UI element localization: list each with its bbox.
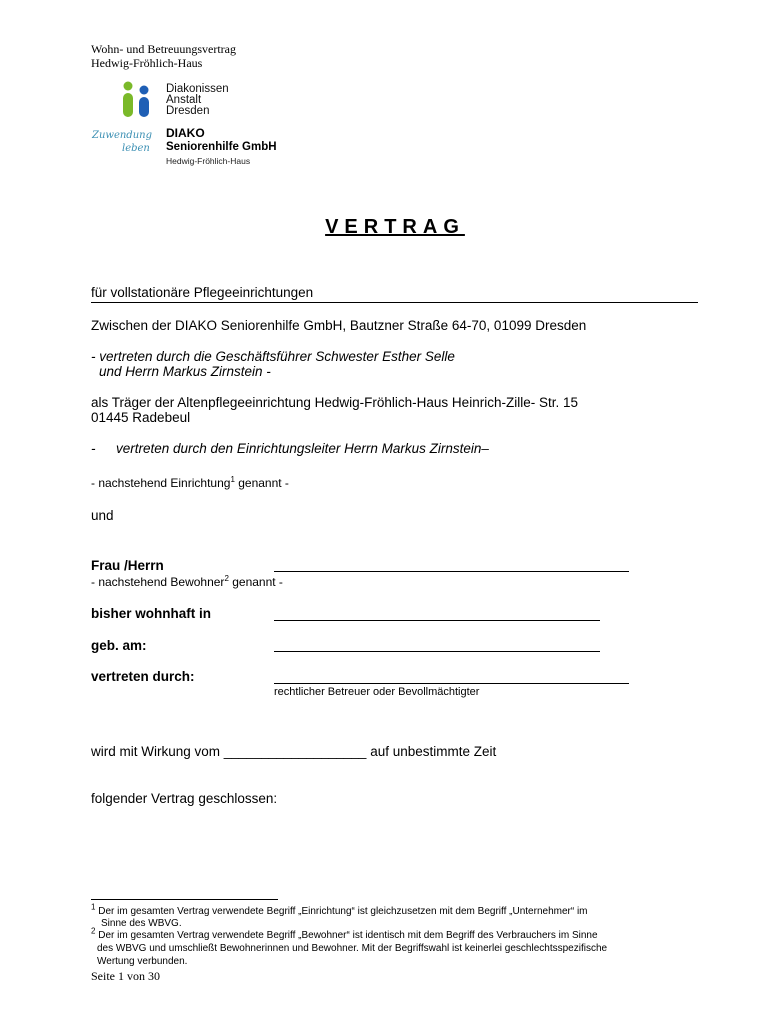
subtitle-rule: [91, 302, 698, 303]
vertreten-input-line[interactable]: [274, 683, 629, 684]
logo1-line-1: Diakonissen: [166, 83, 229, 95]
logo2-script-1: Zuwendung: [92, 130, 152, 141]
document-subtitle: für vollstationäre Pflegeeinrichtungen: [91, 285, 314, 300]
frau-herrn-label: Frau /Herrn: [91, 558, 164, 573]
und-text: und: [91, 508, 114, 523]
party1-named: - nachstehend Einrichtung$^1$ genannt -: [91, 475, 289, 490]
logo1-line-3: Dresden: [166, 105, 210, 117]
footnote-1-line-2: Sinne des WBVG.: [101, 918, 182, 929]
page-number: Seite 1 von 30: [91, 969, 160, 983]
logo1-line-2: Anstalt: [166, 94, 202, 106]
party1-rep-2: und Herrn Markus Zirnstein -: [99, 364, 271, 379]
vertreten-caption: rechtlicher Betreuer oder Bevollmächtigter: [274, 686, 480, 698]
party1-traeger-1: als Träger der Altenpflegeeinrichtung Hedwig-Fröhlich-Haus Heinrich-Zille- Str. 15: [91, 395, 578, 410]
geb-label: geb. am:: [91, 638, 147, 653]
party1-leiter: vertreten durch den Einrichtungsleiter Herrn Markus Zirnstein–: [116, 441, 489, 456]
wirkung-text: wird mit Wirkung vom ___________________ auf unbestimmte Zeit: [91, 744, 497, 759]
frau-herrn-input-line[interactable]: [274, 571, 629, 572]
header-line-1: Wohn- und Betreuungsvertrag: [91, 42, 236, 56]
wohnhaft-label: bisher wohnhaft in: [91, 606, 211, 621]
party2-named: - nachstehend Bewohner$^2$ genannt -: [91, 574, 283, 589]
vertreten-label: vertreten durch:: [91, 669, 195, 684]
wirkung-date-blank[interactable]: ___________________: [223, 744, 367, 759]
header-line-2: Hedwig-Fröhlich-Haus: [91, 56, 203, 70]
geb-input-line[interactable]: [274, 651, 600, 652]
document-title: VERTRAG: [325, 216, 465, 238]
geschlossen-text: folgender Vertrag geschlossen:: [91, 791, 278, 806]
diakonissen-logo-icon: [120, 80, 160, 120]
party1-line: Zwischen der DIAKO Seniorenhilfe GmbH, Bautzner Straße 64-70, 01099 Dresden: [91, 318, 587, 333]
footnote-1: $^1$ Der im gesamten Vertrag verwendete Begriff „Einrichtung“ ist gleichzusetzen mit dem Begriff „Unternehmer“ im: [91, 902, 588, 917]
footnote-separator: [91, 899, 278, 900]
logo2-line-2: Seniorenhilfe GmbH: [166, 141, 277, 153]
footnote-2-line-3: Wertung verbunden.: [97, 956, 188, 967]
party1-leiter-dash: -: [91, 441, 96, 456]
party1-rep-1: - vertreten durch die Geschäftsführer Schwester Esther Selle: [91, 349, 455, 364]
logo2-line-3: Hedwig-Fröhlich-Haus: [166, 156, 251, 166]
footnote-2-line-2: des WBVG und umschließt Bewohnerinnen und Bewohner. Mit der Begriffswahl ist keinerlei geschlechtsspezifische: [97, 943, 608, 954]
party1-traeger-2: 01445 Radebeul: [91, 410, 191, 425]
logo2-line-1: DIAKO: [166, 126, 205, 140]
wohnhaft-input-line[interactable]: [274, 620, 600, 621]
logo2-script-2: leben: [122, 143, 150, 154]
footnote-2: $^2$ Der im gesamten Vertrag verwendete Begriff „Bewohner“ ist identisch mit dem Begriff des Verbrauchers im Sinne: [91, 926, 598, 941]
